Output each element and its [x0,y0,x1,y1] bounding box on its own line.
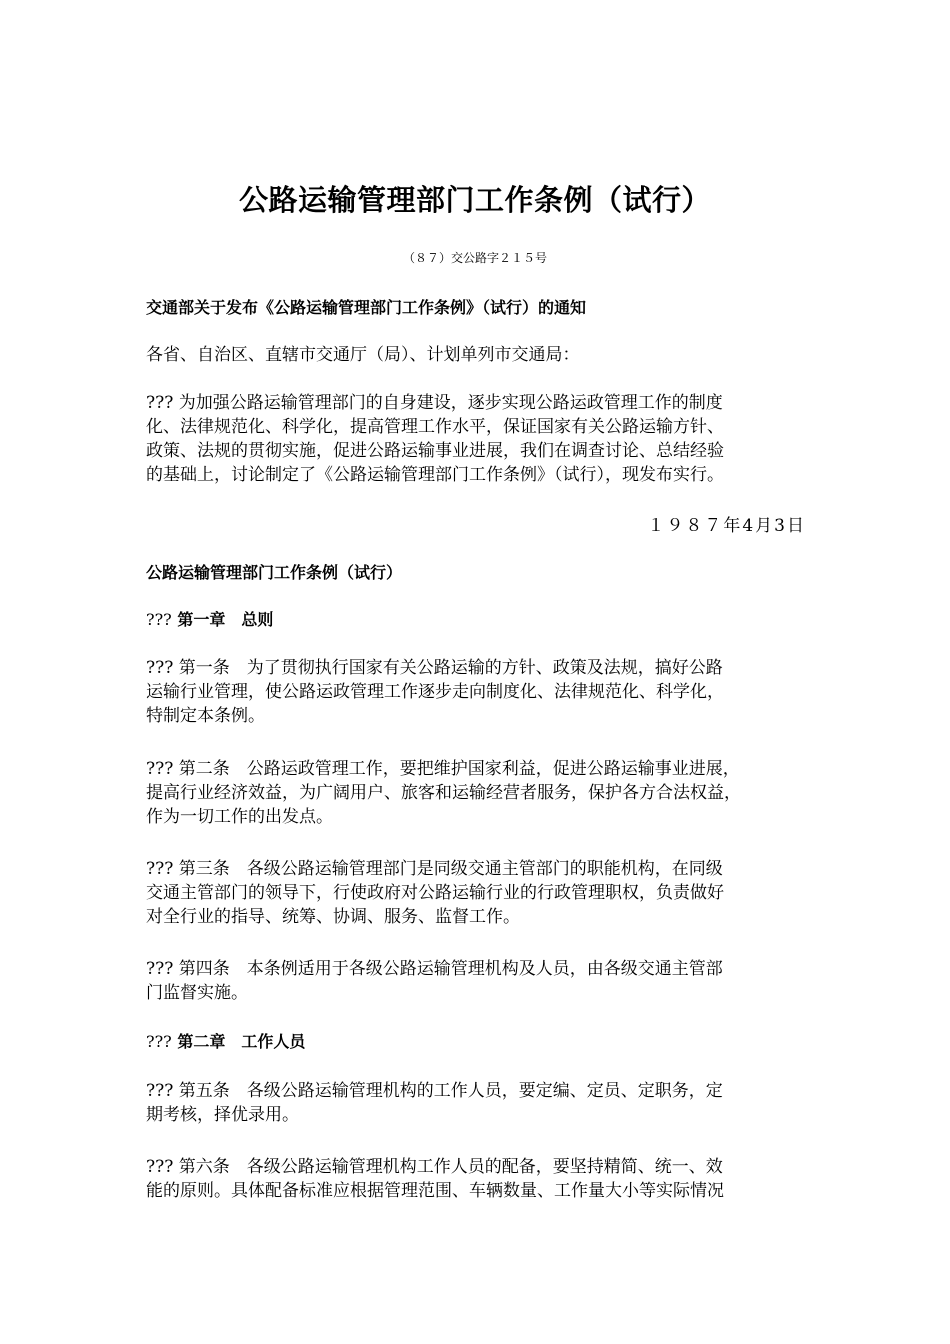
chapter-heading [146,608,273,632]
article-line: 交通主管部门的领导下，行使政府对公路运输行业的行政管理职权，负责做好 [146,883,724,903]
article-line: ??? 第二条 公路运政管理工作，要把维护国家利益，促进公路运输事业进展， [146,759,740,779]
article-line: 期考核，择优录用。 [146,1105,299,1125]
notice-title: 交通部关于发布《公路运输管理部门工作条例》（试行）的通知 [146,298,587,317]
article-line: ??? 第一条 为了贯彻执行国家有关公路运输的方针、政策及法规，搞好公路 [146,658,723,678]
article-line: ??? 第三条 各级公路运输管理部门是同级交通主管部门的职能机构，在同级 [146,859,723,879]
article-line: ??? 第六条 各级公路运输管理机构工作人员的配备，要坚持精简、统一、效 [146,1157,723,1177]
chapter-prefix: ??? [146,610,172,629]
article-line: 特制定本条例。 [146,706,265,726]
intro-line: ??? 为加强公路运输管理部门的自身建设，逐步实现公路运政管理工作的制度 [146,393,723,413]
article-line: 门监督实施。 [146,983,248,1003]
document-number: （８７）交公路字２１５号 [402,251,547,265]
intro-line: 化、法律规范化、科学化，提高管理工作水平，保证国家有关公路运输方针、 [146,417,724,437]
article-line: 对全行业的指导、统筹、协调、服务、监督工作。 [146,907,520,927]
chapter-label: 第一章 总则 [177,610,274,629]
chapter-heading [146,1030,305,1054]
issue-date: １９８７年4月3日 [647,516,806,536]
article-line: 运输行业管理，使公路运政管理工作逐步走向制度化、法律规范化、科学化， [146,682,724,702]
regulation-title: 公路运输管理部门工作条例（试行） [146,563,403,582]
article-line: 提高行业经济效益，为广阔用户、旅客和运输经营者服务，保护各方合法权益， [146,783,741,803]
salutation: 各省、自治区、直辖市交通厅（局）、计划单列市交通局： [146,345,580,365]
intro-line: 政策、法规的贯彻实施，促进公路运输事业进展，我们在调查讨论、总结经验 [146,441,724,461]
intro-line: 的基础上，讨论制定了《公路运输管理部门工作条例》（试行），现发布实行。 [146,465,724,485]
article-line: ??? 第五条 各级公路运输管理机构的工作人员，要定编、定员、定职务，定 [146,1081,723,1101]
article-line: 作为一切工作的出发点。 [146,807,333,827]
article-line: 能的原则。具体配备标准应根据管理范围、车辆数量、工作量大小等实际情况 [146,1181,724,1201]
document-title: 公路运输管理部门工作条例（试行） [238,183,711,217]
chapter-prefix: ??? [146,1032,172,1051]
article-line: ??? 第四条 本条例适用于各级公路运输管理机构及人员，由各级交通主管部 [146,959,723,979]
chapter-label: 第二章 工作人员 [177,1032,306,1051]
